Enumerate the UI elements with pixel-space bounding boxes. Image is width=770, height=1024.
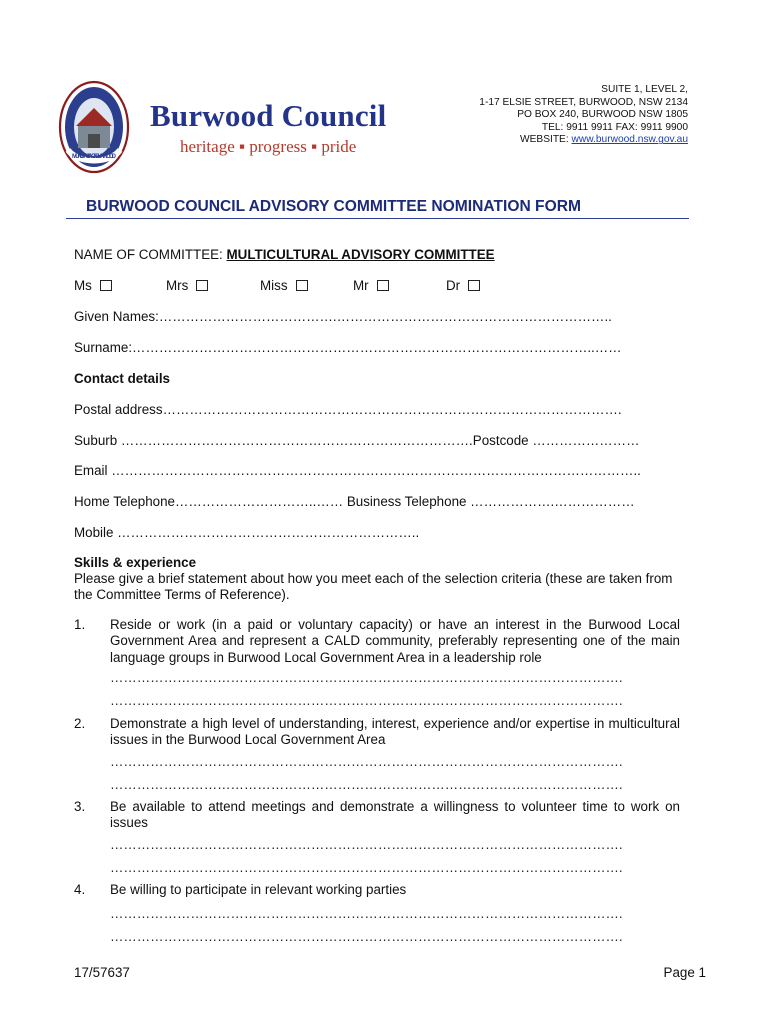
criterion-number: 4. bbox=[74, 882, 86, 897]
committee-name: MULTICULTURAL ADVISORY COMMITTEE bbox=[226, 247, 495, 262]
checkbox-mrs[interactable] bbox=[196, 280, 208, 291]
answer-line[interactable]: ……………………………………………………………………………………………………. bbox=[110, 693, 623, 708]
given-names-field[interactable]: Given Names:………………………………….…………………………………………………….. bbox=[74, 309, 612, 324]
title-option-label: Miss bbox=[260, 278, 288, 293]
committee-label: NAME OF COMMITTEE: bbox=[74, 247, 223, 262]
title-option-label: Ms bbox=[74, 278, 92, 293]
answer-line[interactable]: ……………………………………………………………………………………………………. bbox=[110, 860, 623, 875]
title-underline bbox=[66, 218, 689, 219]
form-title: BURWOOD COUNCIL ADVISORY COMMITTEE NOMINATION FORM bbox=[86, 198, 581, 215]
title-option-label: Dr bbox=[446, 278, 461, 293]
suburb-postcode-field[interactable]: Suburb …………………………………………………………………….Postcode …………………… bbox=[74, 433, 640, 448]
answer-line[interactable]: ……………………………………………………………………………………………………. bbox=[110, 837, 623, 852]
council-address bbox=[479, 84, 688, 147]
criterion-text: Be willing to participate in relevant working parties bbox=[110, 882, 407, 897]
checkbox-dr[interactable] bbox=[468, 280, 480, 291]
document-reference: 17/57637 bbox=[74, 965, 130, 980]
website-link[interactable]: www.burwood.nsw.gov.au bbox=[571, 134, 688, 146]
skills-heading: Skills & experience bbox=[74, 555, 197, 570]
criterion-text: Demonstrate a high level of understanding, interest, experience and/or expertise in multicultural issues in the Burwood Local Government Area bbox=[110, 716, 680, 748]
mobile-field[interactable]: Mobile ………………………………………………………….. bbox=[74, 525, 420, 540]
council-seal-logo bbox=[58, 80, 130, 174]
checkbox-miss[interactable] bbox=[296, 280, 308, 291]
criterion-text: Be available to attend meetings and demonstrate a willingness to volunteer time to work on issues bbox=[110, 799, 680, 831]
criterion-text: Reside or work (in a paid or voluntary capacity) or have an interest in the Burwood Local Government Area and represent a CALD community, preferably representing one of the main language groups in Burwood Local Government Area in a leadership role bbox=[110, 617, 680, 665]
postal-address-field[interactable]: Postal address…………………………………………………………………………………………. bbox=[74, 402, 622, 417]
council-tagline: heritage ▪ progress ▪ pride bbox=[180, 137, 357, 156]
address-line: PO BOX 240, BURWOOD NSW 1805 bbox=[517, 109, 688, 121]
title-option-mrs bbox=[166, 278, 208, 293]
surname-field[interactable]: Surname:…………………………………………………………………………………………..…… bbox=[74, 340, 622, 355]
title-option-mr bbox=[353, 278, 389, 293]
address-line: SUITE 1, LEVEL 2, bbox=[601, 84, 688, 95]
council-name: Burwood Council bbox=[150, 98, 387, 133]
website-label: WEBSITE: bbox=[520, 134, 569, 146]
website-line bbox=[479, 134, 688, 147]
committee-line bbox=[74, 247, 495, 262]
telephone-field[interactable]: Home Telephone…………………………..…… Business Telephone ……………….……………… bbox=[74, 494, 635, 509]
address-line: 1-17 ELSIE STREET, BURWOOD, NSW 2134 bbox=[479, 96, 688, 108]
page-number: Page 1 bbox=[663, 965, 706, 980]
title-option-label: Mr bbox=[353, 278, 369, 293]
checkbox-mr[interactable] bbox=[377, 280, 389, 291]
answer-line[interactable]: ……………………………………………………………………………………………………. bbox=[110, 929, 623, 944]
criterion-number: 1. bbox=[74, 617, 86, 632]
checkbox-ms[interactable] bbox=[100, 280, 112, 291]
email-field[interactable]: Email ……………………………………………………………………………………………………….. bbox=[74, 463, 641, 478]
title-option-dr bbox=[446, 278, 480, 293]
criterion-number: 2. bbox=[74, 716, 86, 731]
answer-line[interactable]: ……………………………………………………………………………………………………. bbox=[110, 670, 623, 685]
answer-line[interactable]: ……………………………………………………………………………………………………. bbox=[110, 906, 623, 921]
title-option-ms bbox=[74, 278, 112, 293]
seal-text: MUNICIPALITY OF BURWOOD bbox=[72, 154, 116, 160]
contact-details-heading: Contact details bbox=[74, 371, 170, 386]
title-option-miss bbox=[260, 278, 308, 293]
phone-fax-line: TEL: 9911 9911 FAX: 9911 9900 bbox=[541, 121, 688, 133]
answer-line[interactable]: ……………………………………………………………………………………………………. bbox=[110, 754, 623, 769]
answer-line[interactable]: ……………………………………………………………………………………………………. bbox=[110, 777, 623, 792]
title-option-label: Mrs bbox=[166, 278, 189, 293]
skills-intro: Please give a brief statement about how you meet each of the selection criteria (these are taken from the Committee Terms of Reference). bbox=[74, 571, 673, 603]
criterion-number: 3. bbox=[74, 799, 86, 814]
